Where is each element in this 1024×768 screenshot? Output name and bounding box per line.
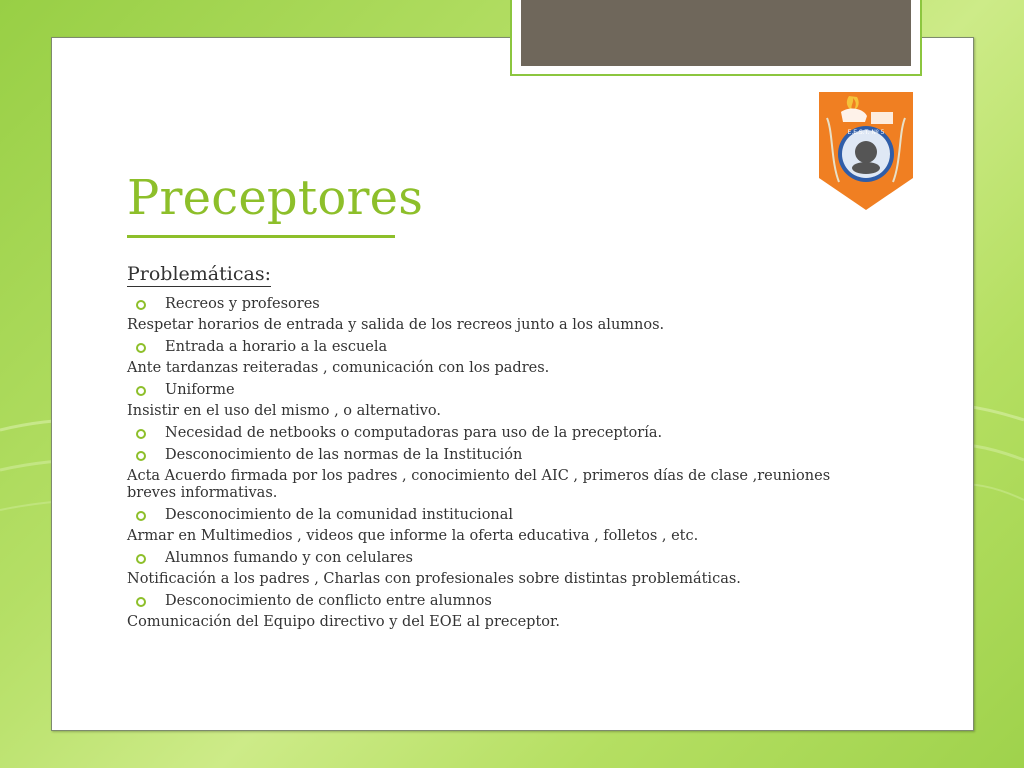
list-item: Recreos y profesores bbox=[127, 295, 867, 313]
list-item: Alumnos fumando y con celulares bbox=[127, 549, 867, 567]
bullet-icon bbox=[136, 554, 146, 564]
bullet-icon bbox=[136, 429, 146, 439]
list-note: Armar en Multimedios , videos que informe la oferta educativa , folletos , etc. bbox=[127, 528, 699, 544]
title-underline bbox=[127, 235, 395, 238]
bullet-icon bbox=[136, 343, 146, 353]
top-tab-fill bbox=[521, 0, 911, 66]
list-item: Necesidad de netbooks o computadoras para uso de la preceptoría. bbox=[127, 424, 867, 442]
list-item: Uniforme bbox=[127, 381, 867, 399]
section-heading: Problemáticas: bbox=[127, 263, 271, 285]
list-note: Acta Acuerdo firmada por los padres , conocimiento del AIC , primeros días de clase ,reuniones breves informativas. bbox=[127, 468, 831, 501]
bullet-icon bbox=[136, 511, 146, 521]
list-note: Comunicación del Equipo directivo y del EOE al preceptor. bbox=[127, 614, 560, 630]
bullet-icon bbox=[136, 386, 146, 396]
list-item: Desconocimiento de las normas de la Institución bbox=[127, 446, 867, 464]
list-note: Notificación a los padres , Charlas con profesionales sobre distintas problemáticas. bbox=[127, 571, 741, 587]
logo-text: E.E.S.T. Nº 5 bbox=[847, 129, 885, 136]
list-note: Ante tardanzas reiteradas , comunicación con los padres. bbox=[127, 360, 550, 376]
list-item: Entrada a horario a la escuela bbox=[127, 338, 867, 356]
school-crest-icon bbox=[819, 92, 913, 210]
bullet-icon bbox=[136, 451, 146, 461]
slide-content bbox=[127, 262, 867, 635]
bullet-icon bbox=[136, 597, 146, 607]
top-tab-decoration bbox=[510, 0, 922, 76]
list-note: Insistir en el uso del mismo , o alternativo. bbox=[127, 403, 441, 419]
bullet-icon bbox=[136, 300, 146, 310]
list-item: Desconocimiento de conflicto entre alumnos bbox=[127, 592, 867, 610]
page-title: Preceptores bbox=[127, 170, 424, 226]
list-note: Respetar horarios de entrada y salida de los recreos junto a los alumnos. bbox=[127, 317, 665, 333]
list-item: Desconocimiento de la comunidad institucional bbox=[127, 506, 867, 524]
